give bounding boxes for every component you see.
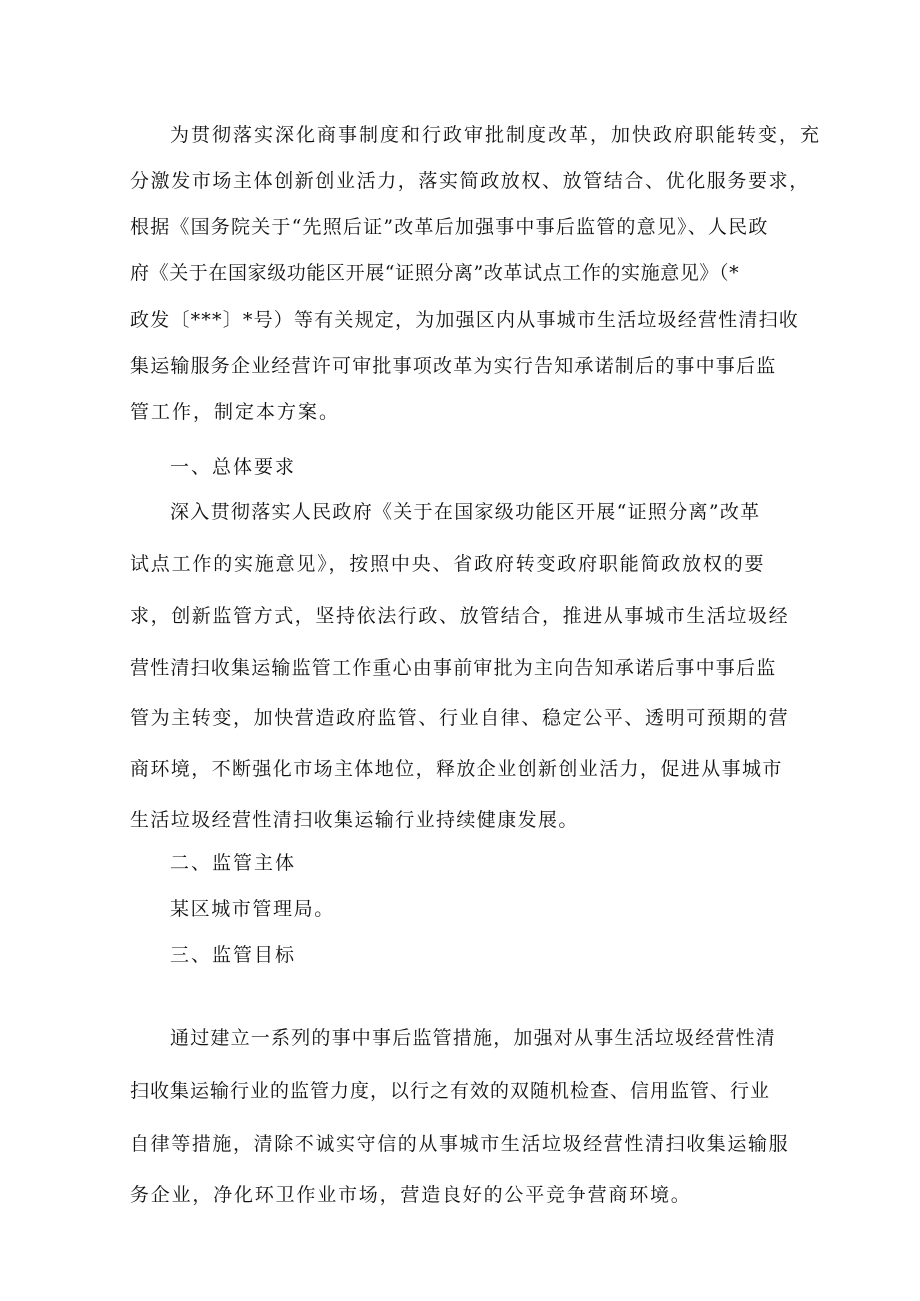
text-line: 管工作，制定本方案。 [130,401,341,423]
text-line: 商环境，不断强化市场主体地位，释放企业创新创业活力，促进从事城市 [130,758,783,780]
text-line: 试点工作的实施意见》，按照中央、省政府转变政府职能简政放权的要 [130,553,766,575]
text-line: 深入贯彻落实人民政府《关于在国家级功能区开展“证照分离”改革 [170,501,761,523]
text-line: 集运输服务企业经营许可审批事项改革为实行告知承诺制后的事中事后监 [130,355,777,377]
text-line: 为贯彻落实深化商事制度和行政审批制度改革，加快政府职能转变，充 [170,124,822,146]
text-line: 通过建立一系列的事中事后监管措施，加强对从事生活垃圾经营性清 [170,1027,777,1049]
text-line: 营性清扫收集运输监管工作重心由事前审批为主向告知承诺后事中事后监 [130,657,777,679]
text-line: 分激发市场主体创新创业活力，落实简政放权、放管结合、优化服务要求， [130,170,810,192]
section-heading-supervising-body: 二、监管主体 [170,852,297,874]
text-line: 政发〔***〕*号）等有关规定，为加强区内从事城市生活垃圾经营性清扫收 [130,309,800,331]
text-line: 管为主转变，加快营造政府监管、行业自律、稳定公平、透明可预期的营 [130,707,790,729]
text-line: 府《关于在国家级功能区开展“证照分离”改革试点工作的实施意见》（* [130,262,740,284]
section-heading-supervision-goals: 三、监管目标 [170,944,297,966]
text-line: 某区城市管理局。 [170,898,335,920]
section-heading-general-requirements: 一、总体要求 [170,456,297,478]
text-line: 自律等措施，清除不诚实守信的从事城市生活垃圾经营性清扫收集运输服 [130,1133,790,1155]
text-line: 根据《国务院关于“先照后证”改革后加强事中事后监管的意见》、人民政 [130,216,769,238]
text-line: 求，创新监管方式，坚持依法行政、放管结合，推进从事城市生活垃圾经 [130,605,790,627]
text-line: 生活垃圾经营性清扫收集运输行业持续健康发展。 [130,809,579,831]
text-line: 务企业，净化环卫作业市场，营造良好的公平竞争营商环境。 [130,1184,692,1206]
text-line: 扫收集运输行业的监管力度，以行之有效的双随机检查、信用监管、行业 [130,1080,771,1102]
